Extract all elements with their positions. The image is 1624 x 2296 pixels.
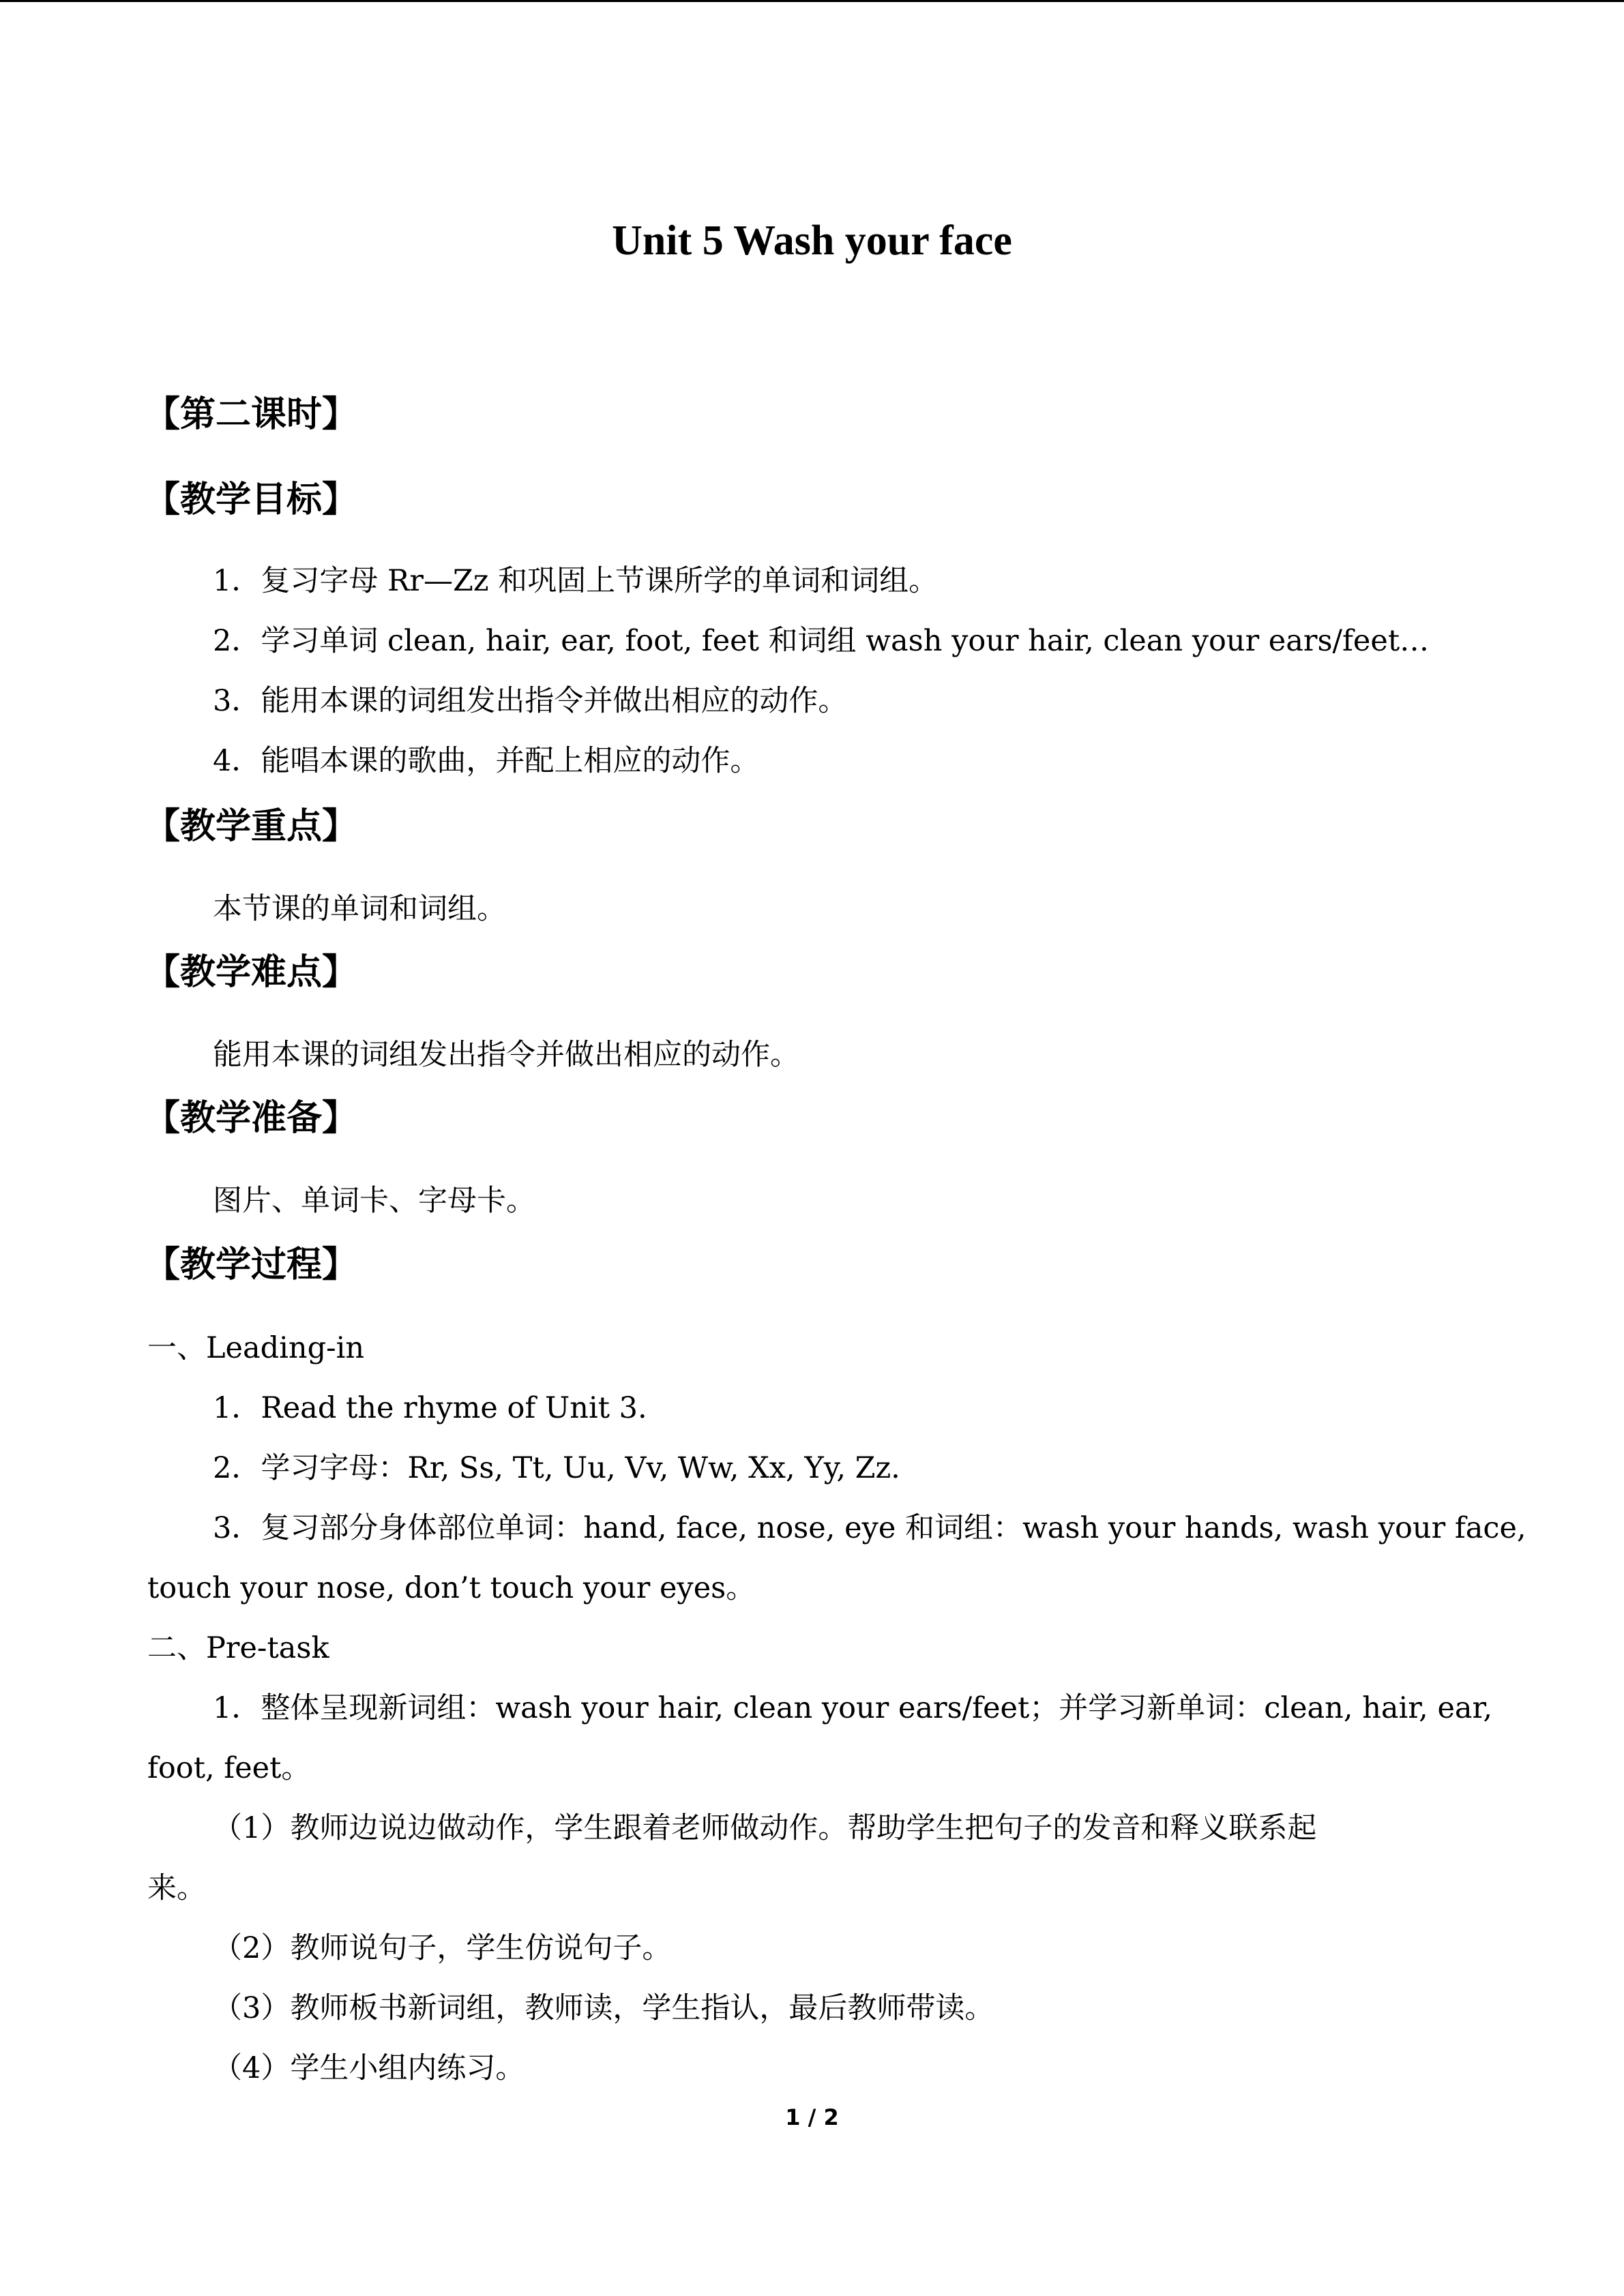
- lesson-heading: 【第二课时】: [145, 394, 358, 435]
- pre-task-subitem-2: （2）教师说句子，学生仿说句子。: [213, 1931, 672, 1965]
- key-points-heading: 【教学重点】: [145, 806, 358, 847]
- page-number: 1 / 2: [785, 2104, 839, 2130]
- leading-in-item-3-continued: touch your nose, don’t touch your eyes。: [147, 1571, 756, 1605]
- difficulties-heading: 【教学难点】: [145, 952, 358, 993]
- leading-in-item-2: 2．学习字母：Rr, Ss, Tt, Uu, Vv, Ww, Xx, Yy, Zz.: [213, 1451, 900, 1485]
- top-border-line: [0, 0, 1624, 2]
- leading-in-item-1: 1．Read the rhyme of Unit 3.: [213, 1391, 647, 1425]
- objective-item-1: 1．复习字母 Rr—Zz 和巩固上节课所学的单词和词组。: [213, 564, 939, 598]
- leading-in-item-3: 3．复习部分身体部位单词：hand, face, nose, eye 和词组：wash your hands, wash your face,: [213, 1511, 1526, 1545]
- preparation-heading: 【教学准备】: [145, 1098, 358, 1139]
- pre-task-subitem-1-continued: 来。: [147, 1871, 206, 1905]
- pre-task-subitem-4: （4）学生小组内练习。: [213, 2051, 525, 2085]
- preparation-text: 图片、单词卡、字母卡。: [213, 1184, 535, 1218]
- objectives-heading: 【教学目标】: [145, 479, 358, 520]
- pre-task-item-1: 1．整体呈现新词组：wash your hair, clean your ears/feet；并学习新单词：clean, hair, ear,: [213, 1691, 1493, 1725]
- pre-task-subitem-3: （3）教师板书新词组，教师读，学生指认，最后教师带读。: [213, 1991, 994, 2025]
- objective-item-3: 3．能用本课的词组发出指令并做出相应的动作。: [213, 684, 848, 718]
- difficulties-text: 能用本课的词组发出指令并做出相应的动作。: [213, 1038, 799, 1072]
- objective-item-4: 4．能唱本课的歌曲，并配上相应的动作。: [213, 744, 760, 778]
- key-points-text: 本节课的单词和词组。: [213, 892, 506, 926]
- pre-task-subitem-1: （1）教师边说边做动作，学生跟着老师做动作。帮助学生把句子的发音和释义联系起: [213, 1811, 1317, 1845]
- section-pre-task-title: 二、Pre-task: [147, 1631, 329, 1665]
- pre-task-item-1-continued: foot, feet。: [147, 1751, 311, 1785]
- section-leading-in-title: 一、Leading-in: [147, 1331, 365, 1365]
- page-title: Unit 5 Wash your face: [612, 218, 1012, 264]
- objective-item-2: 2．学习单词 clean, hair, ear, foot, feet 和词组 wash your hair, clean your ears/feet…: [213, 624, 1430, 658]
- process-heading: 【教学过程】: [145, 1244, 358, 1285]
